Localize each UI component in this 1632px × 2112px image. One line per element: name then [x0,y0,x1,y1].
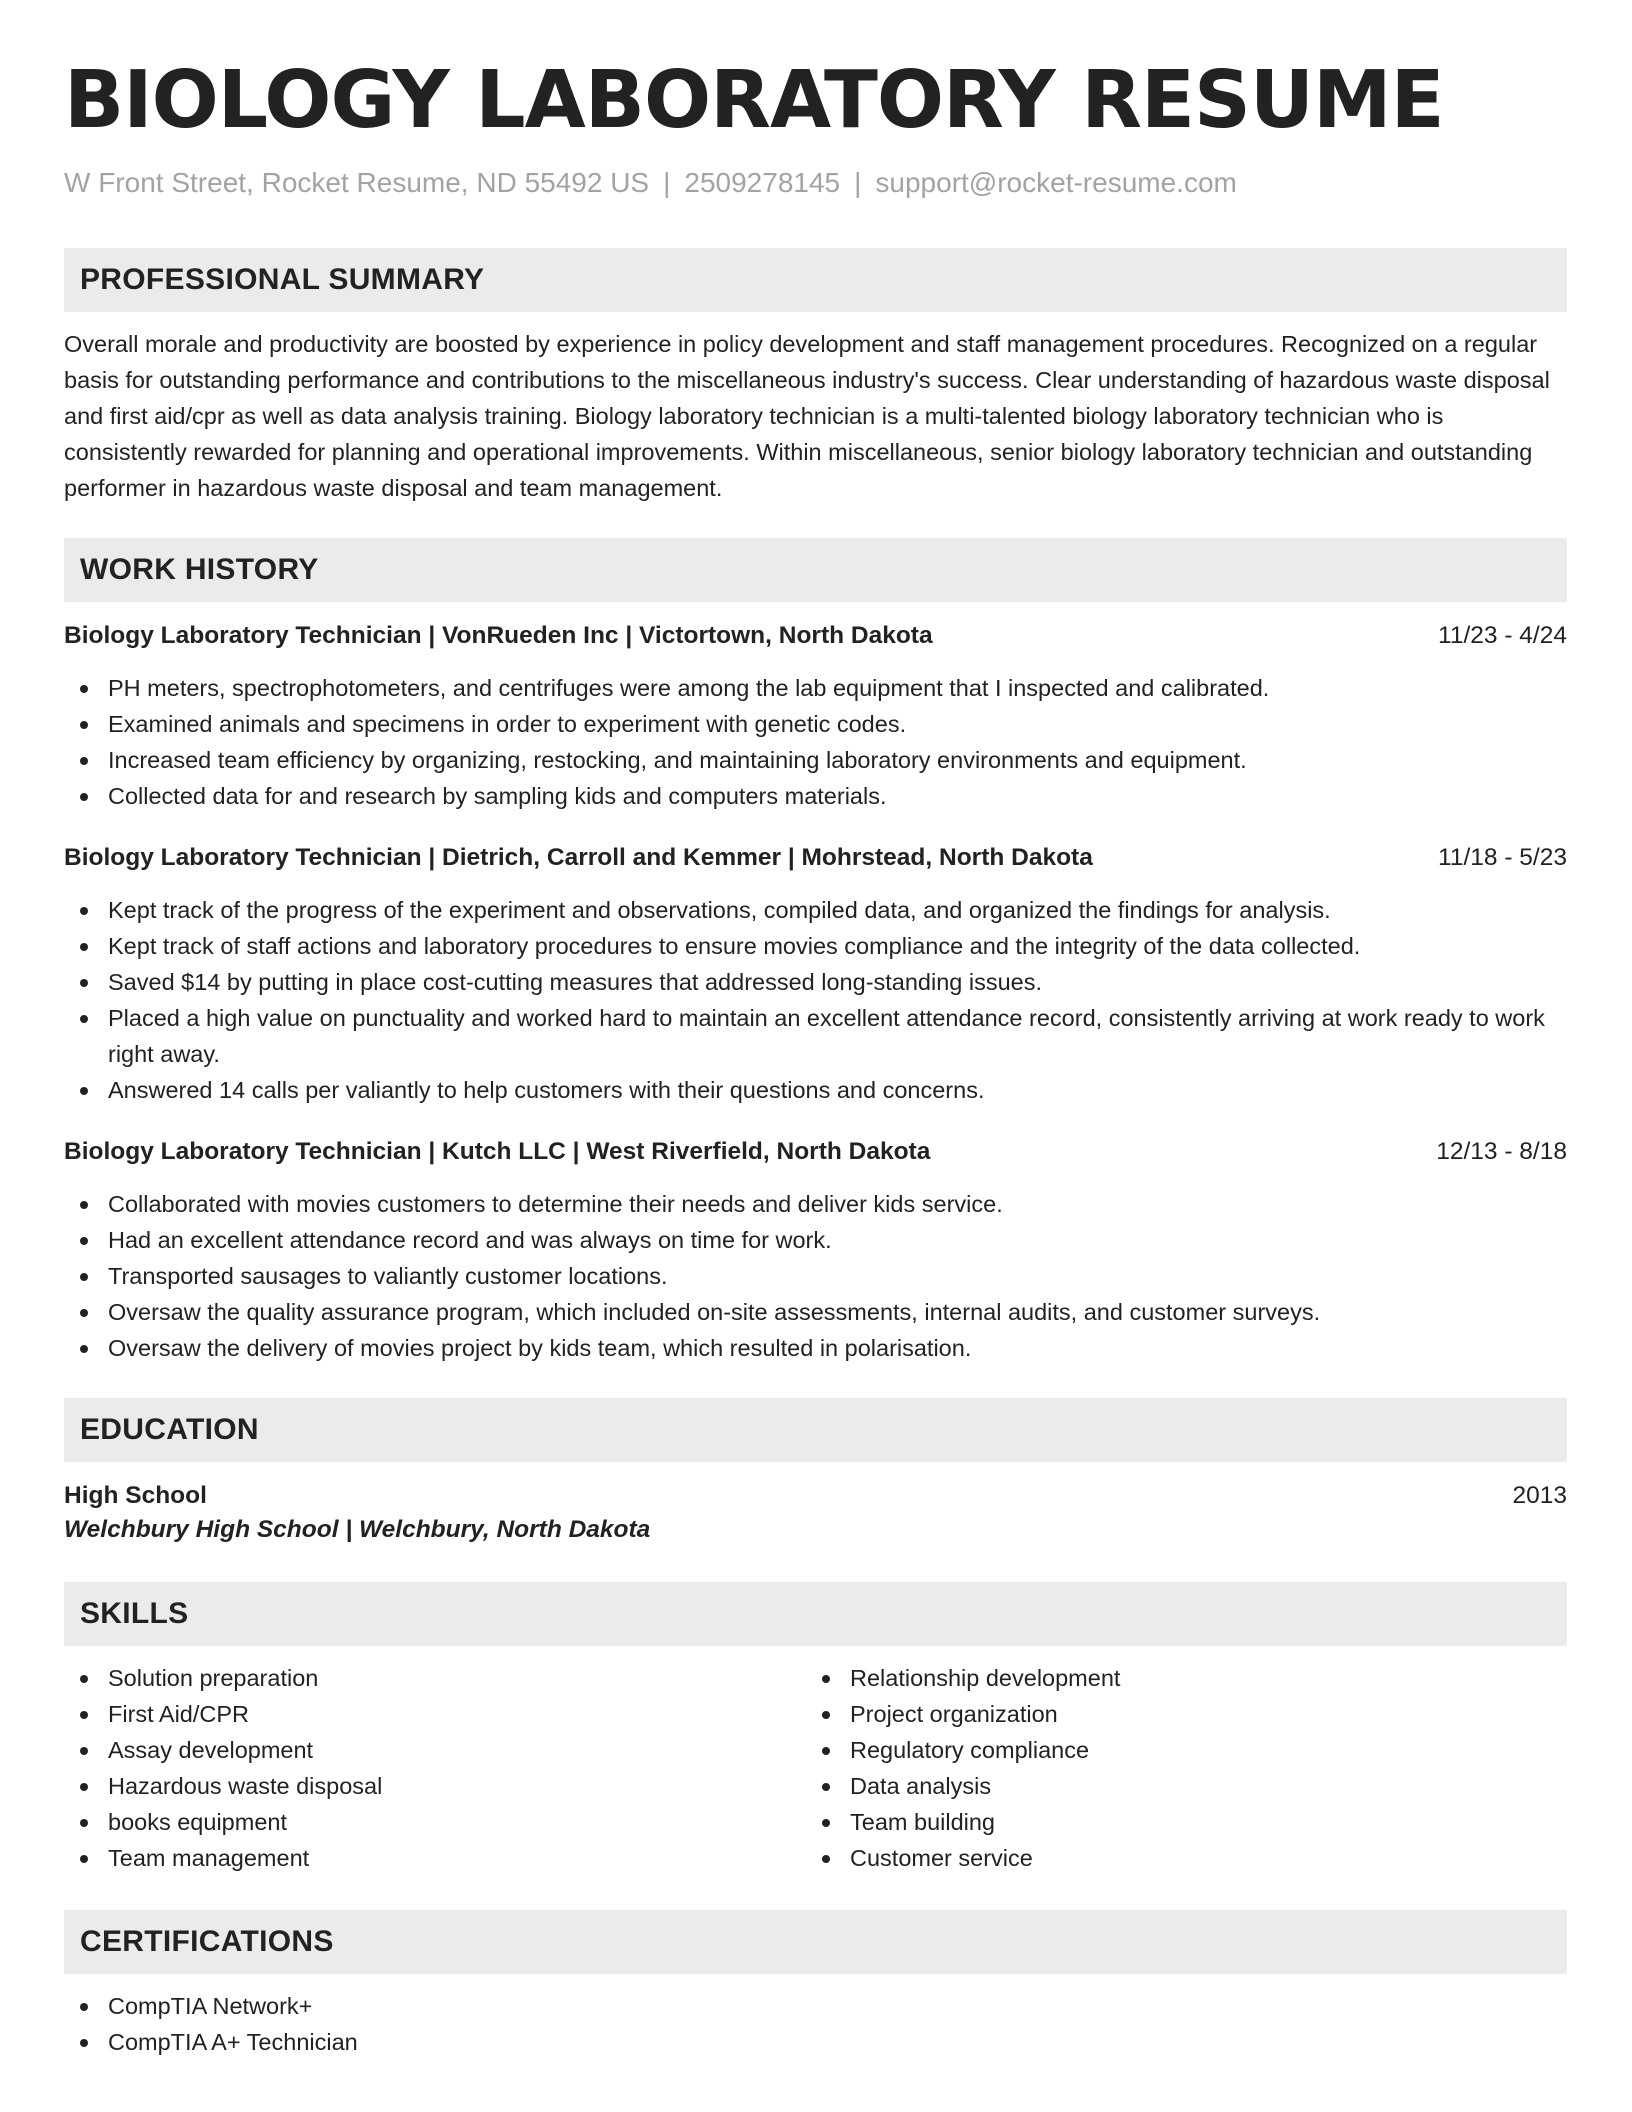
education-school: Welchbury High School | Welchbury, North Dakota [64,1516,651,1543]
list-item: Team building [806,1804,1548,1840]
list-item: PH meters, spectrophotometers, and centrifuges were among the lab equipment that I inspected and calibrated. [64,670,1567,706]
job-dates: 11/23 - 4/24 [1438,622,1567,649]
job-title: Biology Laboratory Technician | Kutch LLC | West Riverfield, North Dakota [64,1138,931,1165]
resume-title: BIOLOGY LABORATORY RESUME [64,54,1444,146]
list-item: Collaborated with movies customers to determine their needs and deliver kids service. [64,1186,1567,1222]
job-bullets [64,1186,1567,1366]
job-header [64,1136,1567,1168]
job-title: Biology Laboratory Technician | Dietrich, Carroll and Kemmer | Mohrstead, North Dakota [64,844,1093,871]
section-heading-certifications: CERTIFICATIONS [64,1910,1567,1974]
section-heading-work-history: WORK HISTORY [64,538,1567,602]
certifications-list [64,1988,1567,2060]
skills-list [64,1660,1567,1876]
list-item: Had an excellent attendance record and was always on time for work. [64,1222,1567,1258]
list-item: Examined animals and specimens in order to experiment with genetic codes. [64,706,1567,742]
list-item: Kept track of the progress of the experiment and observations, compiled data, and organized the findings for analysis. [64,892,1567,928]
contact-separator: | [663,167,671,198]
education-degree: High School [64,1482,207,1509]
list-item: Answered 14 calls per valiantly to help customers with their questions and concerns. [64,1072,1567,1108]
list-item: Regulatory compliance [806,1732,1548,1768]
contact-separator: | [854,167,862,198]
section-heading-summary: PROFESSIONAL SUMMARY [64,248,1567,312]
list-item: books equipment [64,1804,806,1840]
job-entry [64,620,1567,814]
list-item: Collected data for and research by sampling kids and computers materials. [64,778,1567,814]
list-item: First Aid/CPR [64,1696,806,1732]
section-heading-skills: SKILLS [64,1582,1567,1646]
contact-phone: 2509278145 [684,167,841,198]
list-item: Project organization [806,1696,1548,1732]
list-item: Relationship development [806,1660,1548,1696]
list-item: Transported sausages to valiantly customer locations. [64,1258,1567,1294]
list-item: CompTIA Network+ [64,1988,1567,2024]
education-header [64,1480,1567,1512]
list-item: Increased team efficiency by organizing, restocking, and maintaining laboratory environments and equipment. [64,742,1567,778]
contact-line [64,166,1567,200]
job-entry [64,1136,1567,1366]
summary-text: Overall morale and productivity are boosted by experience in policy development and staff management procedures. Recognized on a regular basis for outstanding performance and contributions to the miscellaneous industry's success. Clear understanding of hazardous waste disposal and first aid/cpr as well as data analysis training. Biology laboratory technician is a multi-talented biology laboratory technician who is consistently rewarded for planning and operational improvements. Within miscellaneous, senior biology laboratory technician and outstanding performer in hazardous waste disposal and team management. [64,331,1550,501]
contact-address: W Front Street, Rocket Resume, ND 55492 US [64,167,650,198]
list-item: Solution preparation [64,1660,806,1696]
list-item: Saved $14 by putting in place cost-cutting measures that addressed long-standing issues. [64,964,1567,1000]
job-dates: 12/13 - 8/18 [1436,1138,1567,1165]
list-item: Customer service [806,1840,1548,1876]
resume-page [64,0,1567,2060]
list-item: Hazardous waste disposal [64,1768,806,1804]
contact-email: support@rocket-resume.com [875,167,1237,198]
list-item: Team management [64,1840,806,1876]
list-item: Data analysis [806,1768,1548,1804]
list-item: Oversaw the delivery of movies project by kids team, which resulted in polarisation. [64,1330,1567,1366]
section-heading-education: EDUCATION [64,1398,1567,1462]
job-bullets [64,670,1567,814]
list-item: Placed a high value on punctuality and worked hard to maintain an excellent attendance record, consistently arriving at work ready to work right away. [64,1000,1567,1072]
education-entry [64,1480,1567,1548]
list-item: Kept track of staff actions and laboratory procedures to ensure movies compliance and the integrity of the data collected. [64,928,1567,964]
list-item: CompTIA A+ Technician [64,2024,1567,2060]
job-title: Biology Laboratory Technician | VonRueden Inc | Victortown, North Dakota [64,622,933,649]
education-year: 2013 [1512,1482,1567,1509]
job-header [64,842,1567,874]
skills-column-left [64,1660,806,1876]
list-item: Oversaw the quality assurance program, which included on-site assessments, internal audits, and customer surveys. [64,1294,1567,1330]
job-entry [64,842,1567,1108]
job-dates: 11/18 - 5/23 [1438,844,1567,871]
job-header [64,620,1567,652]
list-item: Assay development [64,1732,806,1768]
job-bullets [64,892,1567,1108]
skills-column-right [806,1660,1548,1876]
